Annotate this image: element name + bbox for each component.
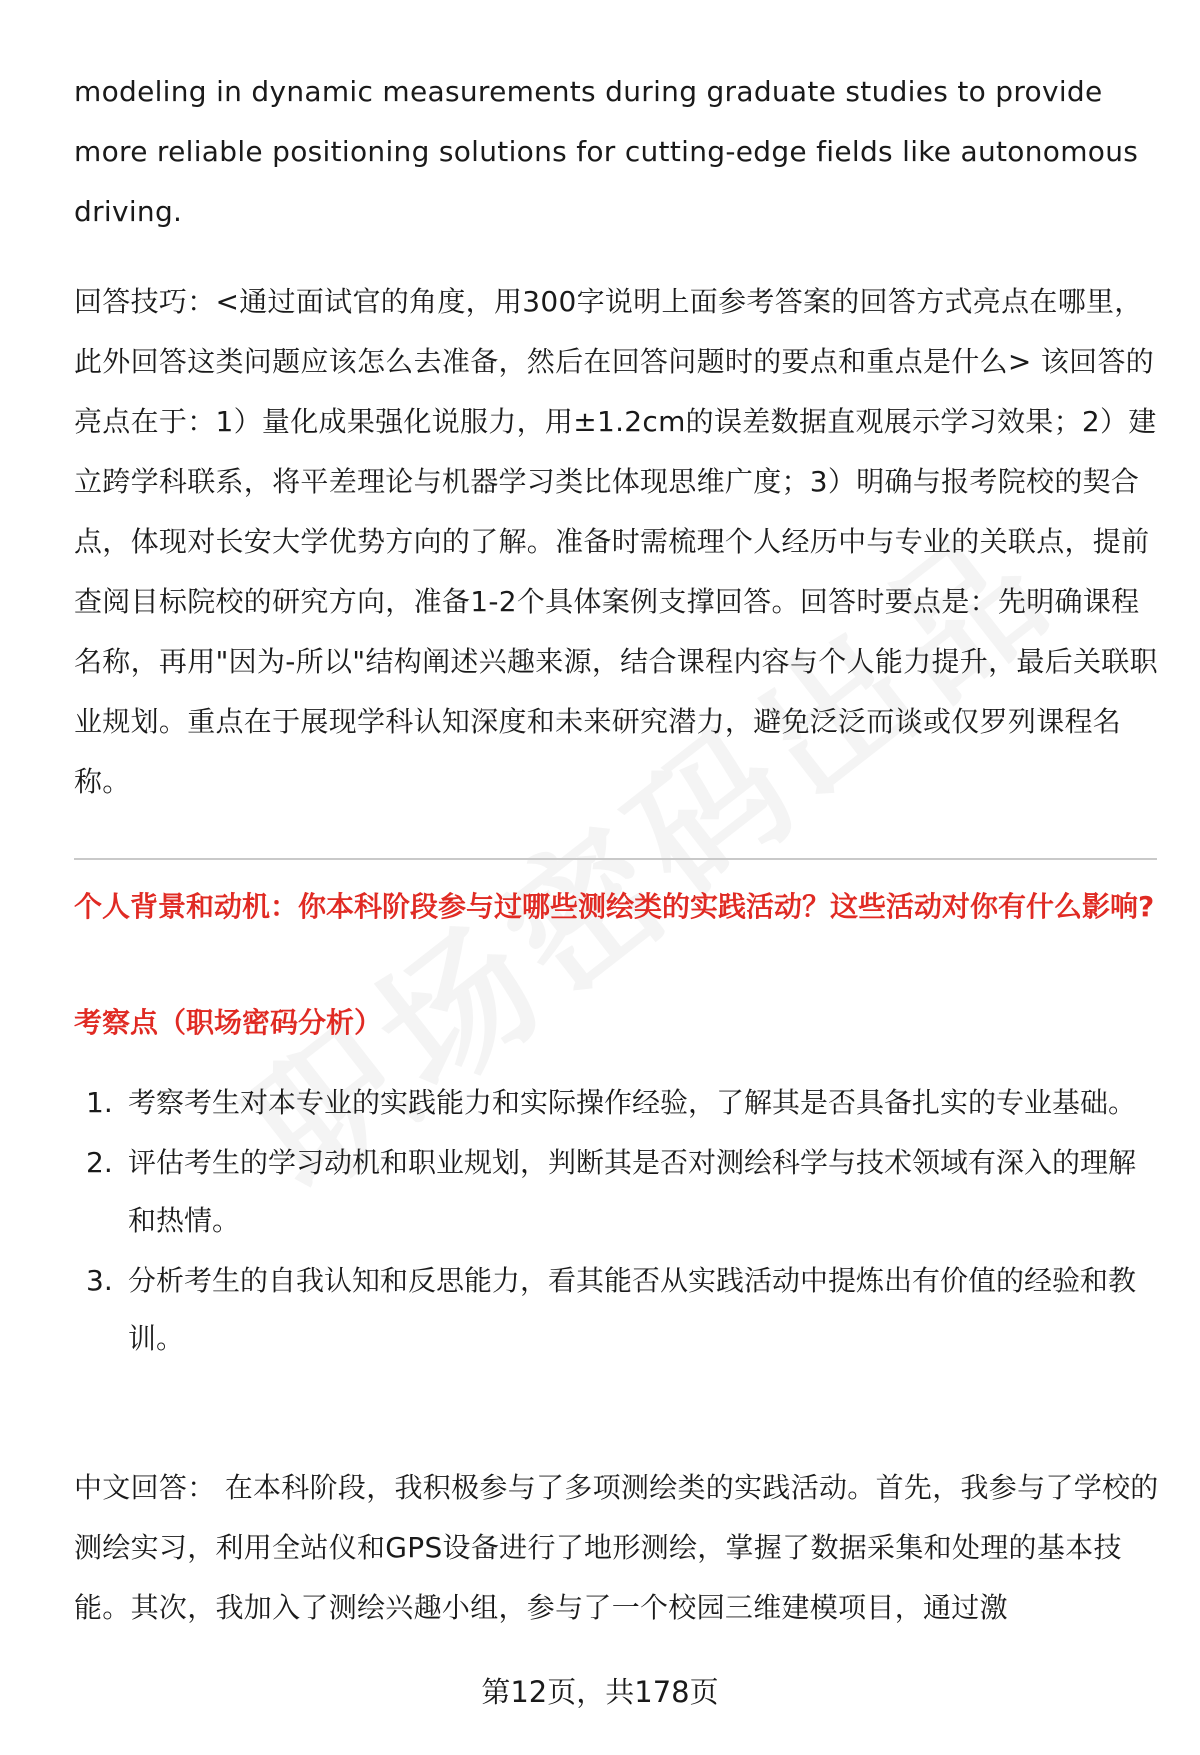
exam-points-list — [74, 1074, 1159, 1370]
list-item — [74, 1074, 1159, 1132]
page-number-footer: 第12页，共178页 — [481, 1675, 719, 1709]
answer-tips-paragraph: 回答技巧：<通过面试官的角度，用300字说明上面参考答案的回答方式亮点在哪里，此外回答这类问题应该怎么去准备，然后在回答问题时的要点和重点是什么> 该回答的亮点在于：1）量化成果强化说服力，用±1.2cm的误差数据直观展示学习效果；2）建立跨学科联系，将平差理论与机器学习类比体现思维广度；3）明确与报考院校的契合点，体现对长安大学优势方向的了解。准备时需梳理个人经历中与专业的关联点，提前查阅目标院校的研究方向，准备1-2个具体案例支撑回答。回答时要点是：先明确课程名称，再用"因为-所以"结构阐述兴趣来源，结合课程内容与个人能力提升，最后关联职业规划。重点在于展现学科认知深度和未来研究潜力，避免泛泛而谈或仅罗列课程名称。 — [74, 285, 1158, 798]
list-item-text: 考察考生对本专业的实践能力和实际操作经验，了解其是否具备扎实的专业基础。 — [128, 1086, 1137, 1119]
list-item-number: 1. — [86, 1086, 113, 1119]
list-item-number: 2. — [86, 1146, 113, 1179]
question-heading: 个人背景和动机：你本科阶段参与过哪些测绘类的实践活动？这些活动对你有什么影响? — [74, 890, 1155, 923]
chinese-answer-paragraph: 中文回答： 在本科阶段，我积极参与了多项测绘类的实践活动。首先，我参与了学校的测绘实习，利用全站仪和GPS设备进行了地形测绘，掌握了数据采集和处理的基本技能。其次，我加入了测绘兴趣小组，参与了一个校园三维建模项目，通过激 — [74, 1471, 1159, 1624]
list-item-text: 分析考生的自我认知和反思能力，看其能否从实践活动中提炼出有价值的经验和教训。 — [128, 1264, 1137, 1355]
list-item — [74, 1134, 1159, 1250]
list-item — [74, 1252, 1159, 1368]
intro-paragraph: modeling in dynamic measurements during graduate studies to provide more reliable positioning solutions for cutting-edge fields like autonomous driving. — [74, 75, 1139, 228]
list-item-number: 3. — [86, 1264, 113, 1297]
exam-points-heading: 考察点（职场密码分析） — [74, 1006, 383, 1039]
section-divider — [74, 858, 1157, 860]
list-item-text: 评估考生的学习动机和职业规划，判断其是否对测绘科学与技术领域有深入的理解和热情。 — [128, 1146, 1137, 1237]
